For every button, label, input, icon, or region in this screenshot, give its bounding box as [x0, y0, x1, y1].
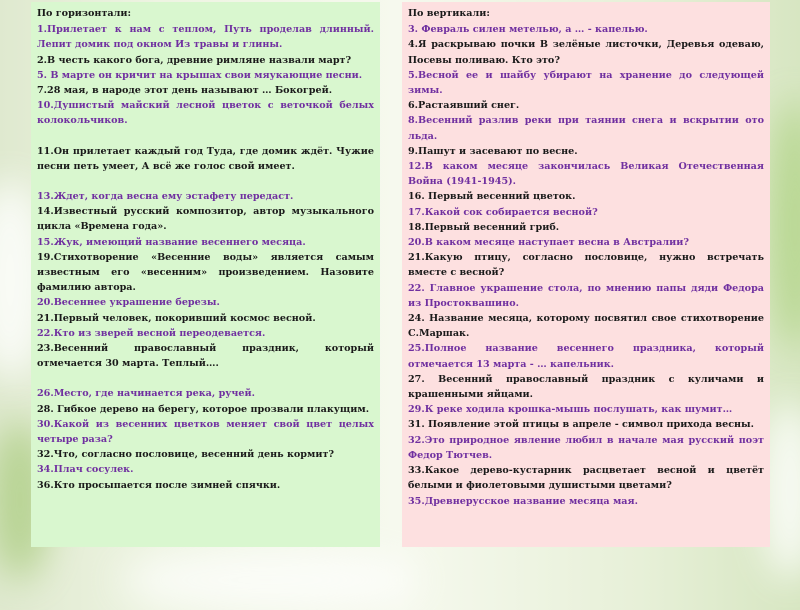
clue-item: 4.Я раскрываю почки В зелёные листочки, Деревья одеваю, Посевы поливаю. Кто это?	[408, 39, 764, 66]
horizontal-heading: По горизонтали:	[37, 8, 132, 19]
clue-item: 13.Ждет, когда весна ему эстафету передаст.	[37, 191, 294, 203]
clue-item: 12.В каком месяце закончилась Великая Отечественная Война (1941-1945).	[408, 161, 764, 188]
clue-item: 29.К реке ходила крошка-мышь послушать, как шумит…	[408, 404, 733, 416]
clue-item: 9.Пашут и засевают по весне.	[408, 145, 578, 157]
clue-item: 20.Весеннее украшение березы.	[37, 297, 220, 309]
clue-item: 36.Кто просыпается после зимней спячки.	[37, 479, 281, 491]
clue-item: 35.Древнерусское название месяца мая.	[408, 495, 638, 507]
clue-item: 14.Известный русский композитор, автор музыкального цикла «Времена года».	[37, 206, 374, 233]
spacer	[37, 371, 374, 386]
clue-item: 5.Весной ее и шайбу убирают на хранение до следующей зимы.	[408, 69, 764, 97]
clue-item: 7.28 мая, в народе этот день называют … Бокогрей.	[37, 85, 333, 97]
clue-item: 21.Какую птицу, согласно пословице, нужно встречать вместе с весной?	[408, 252, 764, 279]
clue-item: 21.Первый человек, покоривший космос весной.	[37, 312, 316, 324]
clue-item: 18.Первый весенний гриб.	[408, 221, 560, 233]
clue-item: 33.Какое дерево-кустарник расцветает весной и цветёт белыми и фиолетовыми душистыми цветами?	[408, 465, 764, 492]
clue-item: 34.Плач сосулек.	[37, 464, 134, 476]
clue-item: 17.Какой сок собирается весной?	[408, 206, 598, 218]
vertical-heading: По вертикали:	[408, 8, 490, 19]
clue-item: 16. Первый весенний цветок.	[408, 191, 576, 203]
clue-item: 3. Февраль силен метелью, а … - капелью.	[408, 24, 648, 36]
clue-item: 31. Появление этой птицы в апреле - символ прихода весны.	[408, 419, 755, 431]
background-leaf-right	[770, 100, 800, 350]
spacer	[37, 129, 374, 144]
clue-item: 5. В марте он кричит на крышах свои мяукающие песни.	[37, 69, 363, 81]
clue-item: 22. Главное украшение стола, по мнению папы дяди Федора из Простоквашино.	[408, 282, 764, 309]
clue-item: 25.Полное название весеннего праздника, который отмечается 13 марта - … капельник.	[408, 343, 764, 370]
clue-item: 1.Прилетает к нам с теплом, Путь проделав длинный. Лепит домик под окном Из травы и глины.	[37, 24, 374, 51]
background-blossom-bottom	[120, 550, 420, 610]
clue-item: 32.Что, согласно пословице, весенний день кормит?	[37, 449, 335, 461]
spacer	[37, 174, 374, 189]
vertical-clues-panel	[402, 2, 770, 547]
clue-item: 19.Стихотворение «Весенние воды» является самым известным его «весенним» произведением. Назовите фамилию автора.	[37, 251, 374, 294]
clue-item: 15.Жук, имеющий название весеннего месяца.	[37, 236, 306, 248]
clue-item: 26.Место, где начинается река, ручей.	[37, 388, 255, 400]
clue-item: 10.Душистый майский лесной цветок с веточкой белых колокольчиков.	[37, 100, 374, 127]
clue-item: 8.Весенний разлив реки при таянии снега и вскрытии ото льда.	[408, 115, 764, 142]
clue-item: 6.Растаявший снег.	[408, 100, 520, 112]
clue-item: 24. Название месяца, которому посвятил свое стихотворение С.Маршак.	[408, 313, 764, 340]
clue-item: 2.В честь какого бога, древние римляне назвали март?	[37, 54, 352, 66]
clue-item: 28. Гибкое дерево на берегу, которое прозвали плакущим.	[37, 403, 370, 415]
clue-item: 27. Весенний православный праздник с куличами и крашенными яйцами.	[408, 373, 764, 401]
clue-item: 22.Кто из зверей весной переодевается.	[37, 327, 266, 339]
clue-item: 20.В каком месяце наступает весна в Австралии?	[408, 237, 689, 249]
clue-item: 30.Какой из весенних цветков меняет свой цвет целых четыре раза?	[37, 418, 374, 446]
clue-item: 23.Весенний православный праздник, который отмечается 30 марта. Теплый….	[37, 343, 374, 370]
horizontal-clues-panel	[31, 2, 380, 547]
clue-item: 11.Он прилетает каждый год Туда, где домик ждёт. Чужие песни петь умеет, А всё же голос свой имеет.	[37, 145, 374, 172]
clue-item: 32.Это природное явление любил в начале мая русский поэт Федор Тютчев.	[408, 434, 764, 461]
